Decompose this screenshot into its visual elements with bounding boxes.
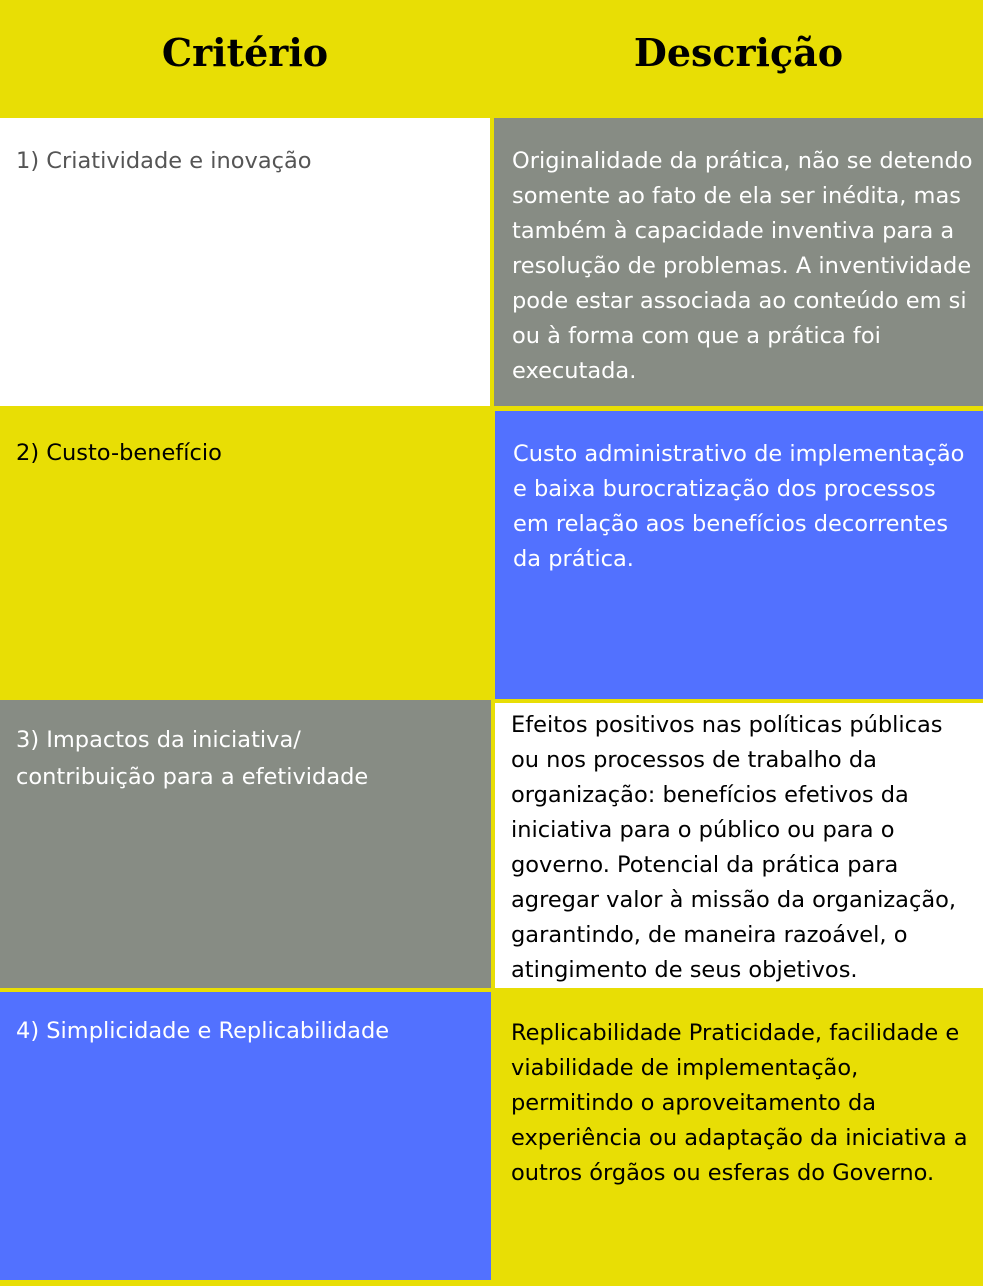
description-text: Efeitos positivos nas políticas públicas ou nos processos de trabalho da organização: benefícios efetivos da iniciativa para o público ou para o governo. Potencial da prática para agregar valor à missão da organização, garantindo, de maneira razoável, o atingimento de seus objetivos.: [511, 712, 957, 983]
criterion-cell-4: [0, 992, 491, 1280]
criterion-cell-3: [0, 700, 491, 988]
description-cell-1: [494, 118, 983, 406]
criterion-cell-1: [0, 118, 490, 406]
description-text: Originalidade da prática, não se detendo somente ao fato de ela ser inédita, mas também à capacidade inventiva para a resolução de problemas. A inventividade pode estar associada ao conteúdo em si ou à forma com que a prática foi executada.: [512, 148, 973, 384]
description-cell-3: [495, 703, 983, 988]
header-descricao: Descrição: [633, 30, 844, 75]
description-text: Replicabilidade Praticidade, facilidade e viabilidade de implementação, permitindo o aproveitamento da experiência ou adaptação da iniciativa a outros órgãos ou esferas do Governo.: [511, 1020, 968, 1186]
criterion-text: 2) Custo-benefício: [16, 440, 222, 466]
criterion-text: 1) Criatividade e inovação: [16, 148, 312, 174]
criterion-cell-2: [0, 410, 491, 699]
description-cell-4: [495, 992, 983, 1280]
criterion-text: 4) Simplicidade e Replicabilidade: [16, 1018, 390, 1044]
description-text: Custo administrativo de implementação e baixa burocratização dos processos em relação aos benefícios decorrentes da prática.: [513, 441, 965, 572]
header-criterio: Critério: [161, 30, 329, 75]
description-cell-2: [495, 411, 983, 699]
criterion-text: 3) Impactos da iniciativa/ contribuição para a efetividade: [16, 727, 369, 790]
